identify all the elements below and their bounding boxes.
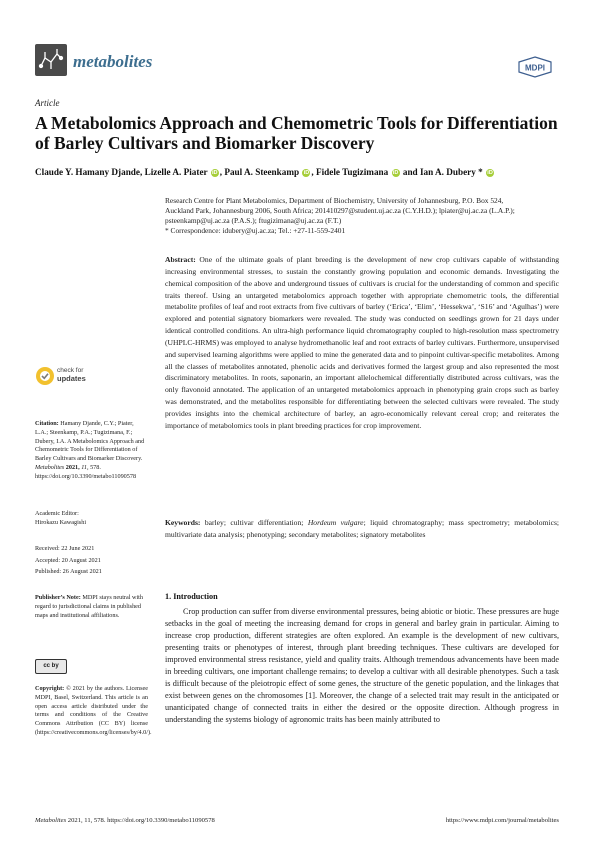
orcid-icon[interactable]: iD xyxy=(392,170,399,176)
footer-journal: Metabolites xyxy=(35,817,67,824)
date-received: Received: 22 June 2021 xyxy=(35,545,95,552)
molecule-icon xyxy=(35,44,67,76)
check-updates-icon xyxy=(35,366,55,386)
orcid-icon[interactable]: iD xyxy=(211,170,218,176)
affiliation-line: psteenkamp@uj.ac.za (P.A.S.); ftugizimana@uj.ac.za (F.T.) xyxy=(165,216,342,226)
author-list xyxy=(35,167,575,177)
publisher-note-text: MDPI stays neutral with regard to jurisdictional claims in published maps and institutional affiliations. xyxy=(35,594,143,619)
article-type: Article xyxy=(35,98,60,108)
academic-editor-label: Academic Editor: xyxy=(35,510,79,517)
publisher-note xyxy=(35,594,148,620)
keywords xyxy=(165,517,559,541)
citation-block xyxy=(35,420,148,482)
check-updates-line1: check for xyxy=(57,367,84,374)
journal-logo xyxy=(35,44,67,76)
affiliation-line: Research Centre for Plant Metabolomics, Department of Biochemistry, University of Johannesburg, P.O. Box 524, xyxy=(165,196,504,205)
citation-journal: Metabolites xyxy=(35,463,65,471)
author-names-3: , Fidele Tugizimana xyxy=(311,167,389,177)
affiliation-block xyxy=(165,196,559,236)
check-updates-line2: updates xyxy=(57,374,86,383)
article-title: A Metabolomics Approach and Chemometric Tools for Differentiation of Barley Cultivars and Biomarker Discovery xyxy=(35,113,558,153)
orcid-icon[interactable]: iD xyxy=(487,170,493,176)
author-names-4: and Ian A. Dubery * xyxy=(402,167,483,177)
academic-editor xyxy=(35,510,148,528)
abstract-label: Abstract: xyxy=(165,255,196,264)
footer-journal-url[interactable]: https://www.mdpi.com/journal/metabolites xyxy=(445,817,559,824)
copyright-label: Copyright: xyxy=(35,685,65,692)
keywords-label: Keywords: xyxy=(165,518,201,527)
citation-label: Citation: xyxy=(35,420,59,427)
footer-citation xyxy=(35,817,215,824)
copyright-block xyxy=(35,685,152,738)
abstract-text: One of the ultimate goals of plant breeding is the development of new crop cultivars capable of withstanding increasing environmental stresses, to sustain the constantly growing population and economic demands. Investigating the chemical composition of the above and underground tissues of cultivars is crucial for the understanding of common and specific traits thereof. Using an untargeted metabolomics approach together with appropriate chemometric tools, the differential metabolite profiles of leaf and root extracts from five cultivars of barley (‘Erica’, ‘Elim’, ‘Hessekwa’, ‘S16’ and ‘Agulhas’) were explored and potential signatory biomarkers were revealed. The study was conducted on seedlings grown for 21 days under identical controlled conditions. An ultra-high performance liquid chromatography coupled to high-resolution mass spectrometry (UHPLC-HRMS) was employed to analyse hydromethanolic leaf and root extracts of barley cultivars. Furthermore, unsupervised and supervised learning algorithms were applied to mine the generated data and to pinpoint cultivar-specific metabolites. Among all the classes of metabolites annotated, phenolic acids and derivatives formed the largest group and also represented the most discriminatory metabolites. In roots, saponarin, an important allelochemical differentially distributed across cultivars, was the only flavonoid annotated. The application of an untargeted metabolomics approach in phenotyping grain crops such as barley was demonstrated, and the metabolites responsible for differentiating between the selected cultivars were revealed. The study provides insights into the chemical architecture of barley, an agro-economically relevant cereal crop; and reiterates the importance of metabolomics tools in plant breeding practices for crop improvement. xyxy=(165,255,559,430)
mdpi-logo-text: MDPI xyxy=(525,63,545,73)
date-published: Published: 26 August 2021 xyxy=(35,568,102,576)
citation-doi[interactable]: 578. https://doi.org/10.3390/metabo11090578 xyxy=(35,463,137,480)
affiliation-line: Auckland Park, Johannesburg 2006, South Africa; 201410297@student.uj.ac.za (C.Y.H.D.); lpiater@uj.ac.za (L.A.P.); xyxy=(165,206,515,216)
citation-year: 2021, xyxy=(65,463,80,471)
publication-dates xyxy=(35,543,148,578)
mdpi-logo[interactable] xyxy=(516,56,554,83)
keywords-text-rest: ; liquid chromatography; mass spectrometry; metabolomics; multivariate data analysis; phenotyping; secondary metabolites; signatory metabolites xyxy=(165,518,560,539)
keywords-species: Hordeum vulgare xyxy=(307,518,364,527)
check-for-updates-badge[interactable] xyxy=(35,365,135,387)
author-names-2: , Paul A. Steenkamp xyxy=(219,167,300,177)
copyright-text: © 2021 by the authors. Licensee MDPI, Basel, Switzerland. This article is an open access article distributed under the terms and conditions of the Creative Commons Attribution (CC BY) license (https://creativecommons.org/licenses/by/4.0/). xyxy=(35,685,152,736)
cc-by-license-icon[interactable]: cc by xyxy=(35,659,67,674)
abstract xyxy=(165,254,559,432)
citation-volume: 11, xyxy=(81,463,89,471)
section-heading-introduction: 1. Introduction xyxy=(165,592,218,601)
date-accepted: Accepted: 20 August 2021 xyxy=(35,556,101,564)
introduction-paragraph: Crop production can suffer from diverse environmental pressures, being abiotic or biotic. These pressures are huge setbacks in the goal of meeting the increasing demand for crops in general and barley grain in particular. Aiming to increase crop production, different strategies are often explored. An example is the development of new cultivars, presenting traits or phenotypes of interest, through plant breeding techniques. These cultivars are developed for improved environmental stress resistance, yield and quality traits. Although tremendous advancements have been made in breeding cultivars, one important challenge remains; to develop a cultivar with all desirable phenotypes. Such a task is difficult because of the pleiotropic effect of some genes, the structure of the genetic population, and the linkages that exist between genes on the chromosomes [1]. Moreover, the change of a selected trait may result in the anticipated or unanticipated change of connected traits in either the desired or the opposite direction. Although progress in understanding the systems biology of agronomic traits has been mainly attributed to xyxy=(165,607,559,725)
keywords-text: barley; cultivar differentiation; xyxy=(204,518,304,527)
journal-name[interactable]: metabolites xyxy=(73,52,153,71)
academic-editor-name: Hirokazu Kawagishi xyxy=(35,518,87,526)
orcid-icon[interactable]: iD xyxy=(303,170,310,176)
author-names-1: Claude Y. Hamany Djande, Lizelle A. Piater xyxy=(35,167,208,177)
footer-citation-text[interactable]: 2021, 11, 578. https://doi.org/10.3390/metabo11090578 xyxy=(67,817,215,824)
correspondence-line: * Correspondence: idubery@uj.ac.za; Tel.: +27-11-559-2401 xyxy=(165,226,346,236)
introduction-body xyxy=(165,606,559,726)
publisher-note-label: Publisher’s Note: xyxy=(35,594,81,601)
citation-text: Hamany Djande, C.Y.; Piater, L.A.; Steenkamp, P.A.; Tugizimana, F.; Dubery, I.A. A Metabolomics Approach and Chemometric Tools for Differentiation of Barley Cultivars and Biomarker Discovery. xyxy=(35,420,145,463)
